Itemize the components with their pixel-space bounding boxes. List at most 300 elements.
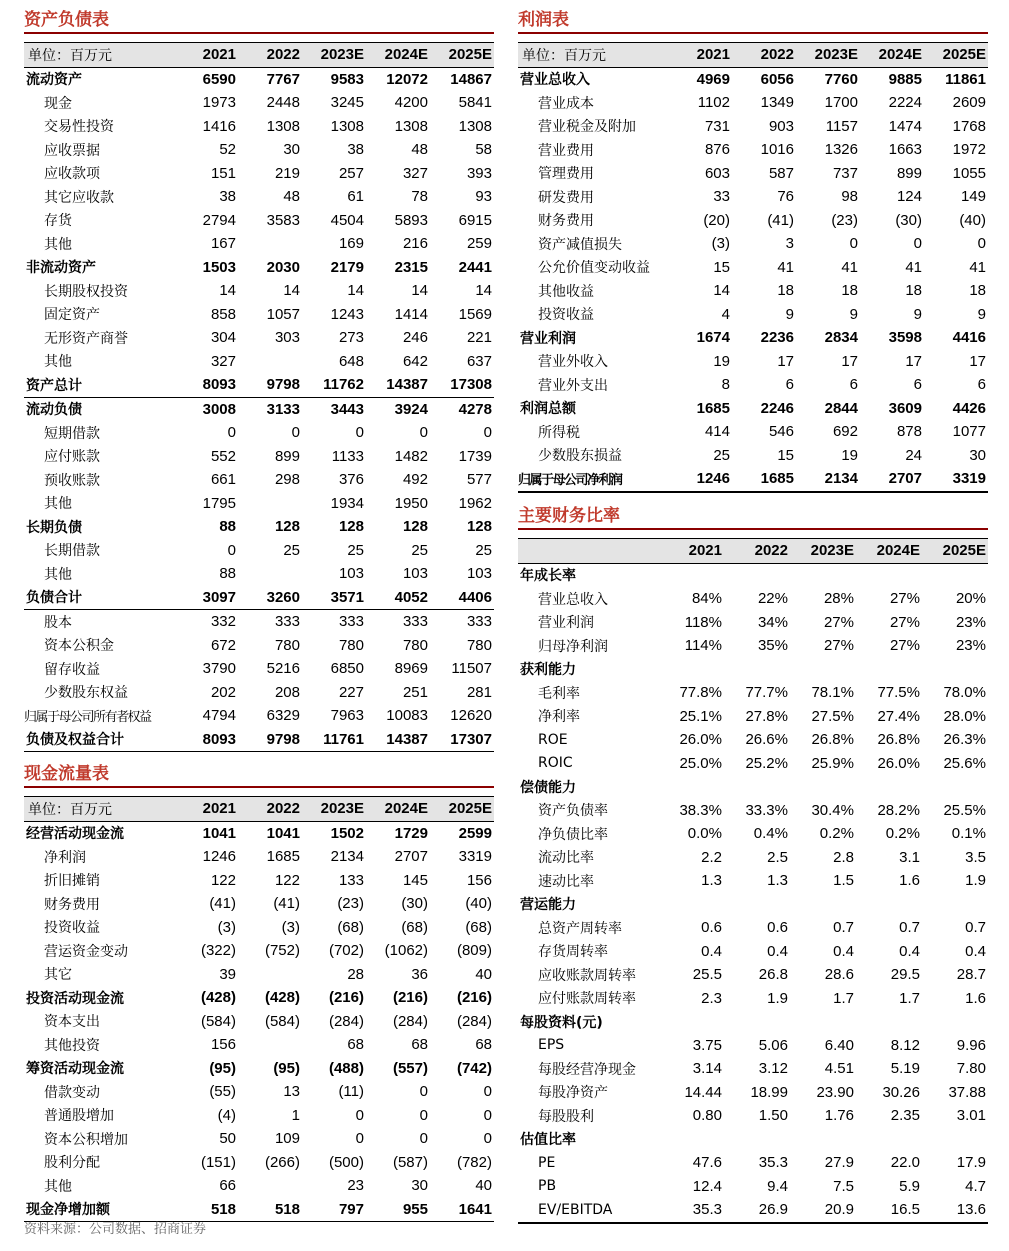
table-row (518, 185, 988, 209)
cell-value: 3.12 (758, 1060, 788, 1078)
cell-value: 3319 (458, 848, 492, 866)
cell-value: 149 (960, 188, 986, 206)
table-row (518, 728, 988, 752)
row-label: 财务费用 (44, 896, 100, 913)
cell-value: (488) (328, 1059, 364, 1077)
cell-value: 2599 (458, 824, 492, 842)
row-label: 营业利润 (538, 615, 594, 632)
header-year: 2021 (668, 43, 732, 68)
cell-value: 0 (355, 1130, 364, 1148)
cell-value: 0 (355, 424, 364, 442)
cell-value: 3097 (174, 586, 238, 610)
cell-value: 492 (402, 471, 428, 489)
cell-value: 3319 (924, 467, 988, 492)
table-row (24, 397, 494, 421)
cell-value: 1502 (330, 824, 364, 842)
table-row (24, 821, 494, 845)
cell-value: 216 (402, 235, 428, 253)
cell-value: (587) (392, 1153, 428, 1171)
cell-value (856, 775, 922, 799)
row-label: EPS (538, 1037, 565, 1054)
row-label: 利润总额 (520, 401, 576, 418)
cell-value: 20% (955, 590, 986, 608)
table-row (24, 138, 494, 162)
cell-value (922, 893, 988, 917)
cell-value (658, 893, 724, 917)
table-row (24, 634, 494, 658)
cell-value: 35.3 (758, 1154, 788, 1172)
cell-value: 333 (338, 613, 364, 631)
cell-value: 27.9 (824, 1154, 854, 1172)
row-label: 营业总收入 (520, 72, 590, 89)
cell-value: 27% (823, 613, 854, 631)
table-row (24, 232, 494, 256)
row-label: 财务费用 (538, 213, 594, 230)
cell-value: (68) (401, 918, 428, 936)
table-row (24, 610, 494, 634)
table-row (518, 963, 988, 987)
cell-value: 20.9 (790, 1198, 856, 1223)
cell-value: 1057 (266, 305, 300, 323)
table-row (24, 562, 494, 586)
cell-value: 103 (466, 565, 492, 583)
row-label: 归母净利润 (538, 638, 608, 655)
table-row (24, 704, 494, 728)
cell-value: 52 (219, 141, 236, 159)
cell-value: 26.9 (724, 1198, 790, 1223)
cell-value: 0 (977, 235, 986, 253)
table-row (518, 658, 988, 682)
row-label: 每股股利 (538, 1108, 594, 1125)
header-year: 2022 (238, 797, 302, 822)
cell-value: 3583 (266, 211, 300, 229)
cell-value: 9 (849, 305, 858, 323)
table-row (518, 705, 988, 729)
cell-value: 133 (338, 871, 364, 889)
cell-value (658, 775, 724, 799)
cell-value: 661 (210, 471, 236, 489)
cell-value: 1663 (888, 141, 922, 159)
cell-value: 0.6 (701, 919, 722, 937)
row-label: 负债及权益合计 (24, 728, 174, 752)
cell-value: 2834 (824, 329, 858, 347)
table-row (24, 892, 494, 916)
cell-value: 0 (483, 1083, 492, 1101)
cell-value: 0.4 (899, 942, 920, 960)
table-row (24, 279, 494, 303)
cell-value: 16.5 (856, 1198, 922, 1223)
cell-value: 899 (896, 164, 922, 182)
cell-value: (428) (200, 989, 236, 1007)
cell-value: 1950 (394, 494, 428, 512)
table-header-row (518, 43, 988, 68)
row-label: 留存收益 (44, 661, 100, 678)
cell-value: 28 (347, 965, 364, 983)
table-row (24, 986, 494, 1010)
table-row (24, 1033, 494, 1057)
table-row (24, 1127, 494, 1151)
cell-value (238, 1174, 302, 1198)
header-year: 2025E (924, 43, 988, 68)
cell-value: (41) (273, 895, 300, 913)
table-row (24, 681, 494, 705)
row-label: 研发费用 (538, 189, 594, 206)
table-row (24, 515, 494, 539)
table-row (518, 1081, 988, 1105)
cell-value: 145 (402, 871, 428, 889)
cell-value (724, 893, 790, 917)
cell-value: 27.8% (745, 707, 788, 725)
cell-value: 38.3% (679, 801, 722, 819)
row-label: 投资收益 (44, 920, 100, 937)
cell-value: 23.90 (816, 1083, 854, 1101)
row-label: 预收账款 (44, 472, 100, 489)
cell-value (856, 658, 922, 682)
cell-value (238, 963, 302, 987)
cell-value: (1062) (384, 942, 428, 960)
cell-value: 28% (823, 590, 854, 608)
row-label: 其它 (44, 967, 72, 984)
cell-value: 1308 (330, 117, 364, 135)
row-label: 资产减值损失 (538, 236, 622, 253)
cell-value: 29.5 (890, 966, 920, 984)
cell-value: 577 (466, 471, 492, 489)
cell-value: 128 (466, 518, 492, 536)
row-label: EV/EBITDA (518, 1198, 658, 1223)
cell-value: 202 (210, 683, 236, 701)
header-year: 2024E (856, 539, 922, 564)
cell-value: 7767 (266, 70, 300, 88)
cell-value: 41 (841, 258, 858, 276)
cell-value: 0.4 (965, 942, 986, 960)
cell-value: 0 (227, 541, 236, 559)
header-year: 2024E (860, 43, 924, 68)
table-row (518, 209, 988, 233)
cell-value: 1674 (696, 329, 730, 347)
row-label: 应付账款周转率 (538, 991, 636, 1008)
cell-value: (584) (200, 1012, 236, 1030)
cell-value: 23% (955, 637, 986, 655)
cell-value: 603 (704, 164, 730, 182)
cell-value: 103 (402, 565, 428, 583)
cell-value: 14 (219, 282, 236, 300)
cell-value: 27% (823, 637, 854, 655)
cell-value (724, 658, 790, 682)
cell-value: 1326 (824, 141, 858, 159)
cell-value: 546 (768, 423, 794, 441)
row-label: 资本公积增加 (44, 1131, 128, 1148)
cell-value: 1.3 (767, 872, 788, 890)
cell-value: 0.6 (767, 919, 788, 937)
table-row (518, 893, 988, 917)
cell-value: 6 (849, 376, 858, 394)
row-label: 归属于母公司所有者权益 (24, 710, 151, 726)
row-label: 应付账款 (44, 449, 100, 466)
cell-value: 109 (274, 1130, 300, 1148)
table-header-row (24, 43, 494, 68)
cell-value: 2179 (330, 258, 364, 276)
cell-value: 128 (274, 518, 300, 536)
cell-value: 8093 (174, 373, 238, 397)
ratios-section (518, 504, 988, 1224)
cell-value: 2609 (952, 94, 986, 112)
table-header-row (518, 539, 988, 564)
cell-value: 25 (713, 446, 730, 464)
row-label: 长期负债 (26, 519, 82, 536)
cell-value: (216) (328, 989, 364, 1007)
cell-value: 731 (704, 117, 730, 135)
cell-value: 77.5% (877, 684, 920, 702)
row-label: 长期借款 (44, 543, 100, 560)
cell-value: 1.6 (899, 872, 920, 890)
cell-value: 0 (419, 1130, 428, 1148)
cell-value: 273 (338, 329, 364, 347)
cell-value: 1.7 (899, 989, 920, 1007)
cell-value: 1.50 (758, 1107, 788, 1125)
cell-value (790, 658, 856, 682)
cell-value: 1414 (394, 305, 428, 323)
header-unit-label (518, 539, 658, 564)
cell-value: (284) (392, 1012, 428, 1030)
table-row (24, 963, 494, 987)
row-label: 其他收益 (538, 283, 594, 300)
row-label: 净利率 (538, 709, 580, 726)
cell-value: 13.6 (922, 1198, 988, 1223)
table-row (24, 1104, 494, 1128)
table-row (24, 728, 494, 752)
cell-value: 156 (466, 871, 492, 889)
cell-value: 38 (219, 188, 236, 206)
cell-value: 6 (977, 376, 986, 394)
cell-value: 14.44 (684, 1083, 722, 1101)
cell-value: 25 (411, 541, 428, 559)
cell-value: 2134 (796, 467, 860, 492)
cell-value: 9583 (330, 70, 364, 88)
cell-value: 692 (832, 423, 858, 441)
cell-value: (41) (767, 211, 794, 229)
cell-value: 17.9 (956, 1154, 986, 1172)
cell-value: 11762 (302, 373, 366, 397)
table-row (24, 209, 494, 233)
cell-value: 1102 (697, 94, 730, 112)
cell-value (922, 563, 988, 587)
cell-value: 955 (366, 1198, 430, 1222)
cell-value: 47.6 (692, 1154, 722, 1172)
cell-value: 41 (969, 258, 986, 276)
cell-value: 15 (777, 446, 794, 464)
cell-value: 2794 (202, 211, 236, 229)
cell-value (658, 563, 724, 587)
cell-value (724, 563, 790, 587)
table-row (518, 611, 988, 635)
cell-value: (782) (456, 1153, 492, 1171)
cell-value: 25 (475, 541, 492, 559)
cell-value: 15 (713, 258, 730, 276)
cell-value: 1246 (202, 848, 236, 866)
table-row (518, 775, 988, 799)
table-row (518, 1010, 988, 1034)
cell-value: (95) (209, 1059, 236, 1077)
cell-value: 552 (210, 447, 236, 465)
row-label: 存货周转率 (538, 944, 608, 961)
table-row (518, 397, 988, 421)
row-label: 短期借款 (44, 425, 100, 442)
cell-value: 14 (713, 282, 730, 300)
cell-value: 78 (411, 188, 428, 206)
row-label: 净利润 (44, 849, 86, 866)
cell-value: 28.7 (956, 966, 986, 984)
cell-value: 14387 (366, 373, 430, 397)
cell-value (922, 658, 988, 682)
cell-value: 0.4 (701, 942, 722, 960)
cell-value: 9 (913, 305, 922, 323)
cell-value: 1569 (458, 305, 492, 323)
row-label: 交易性投资 (44, 119, 114, 136)
cell-value: 25.9% (811, 754, 854, 772)
row-label: 资产负债率 (538, 803, 608, 820)
cell-value: 333 (274, 613, 300, 631)
cell-value: 3260 (238, 586, 302, 610)
cell-value: 2030 (266, 258, 300, 276)
cell-value (790, 1128, 856, 1152)
row-label: 流动比率 (538, 850, 594, 867)
cell-value: 103 (338, 565, 364, 583)
cell-value: 1308 (266, 117, 300, 135)
cell-value: 6 (785, 376, 794, 394)
cell-value: 0.2% (885, 825, 920, 843)
cell-value: 3924 (394, 400, 428, 418)
cell-value: 128 (402, 518, 428, 536)
row-label: 现金 (44, 95, 72, 112)
table-row (518, 916, 988, 940)
cell-value: 637 (466, 352, 492, 370)
table-row (518, 563, 988, 587)
row-label: 借款变动 (44, 1084, 100, 1101)
table-row (24, 916, 494, 940)
cell-value: (151) (200, 1153, 236, 1171)
cell-value: (809) (456, 942, 492, 960)
row-label: 少数股东权益 (44, 685, 128, 702)
row-label: 公允价值变动收益 (538, 260, 650, 277)
header-year: 2021 (658, 539, 724, 564)
table-row (518, 987, 988, 1011)
cell-value: (584) (264, 1012, 300, 1030)
cell-value: 88 (219, 518, 236, 536)
cell-value: 3245 (330, 94, 364, 112)
cell-value: 77.7% (745, 684, 788, 702)
cell-value: 780 (466, 636, 492, 654)
cell-value: 25.1% (679, 707, 722, 725)
cell-value: (23) (337, 895, 364, 913)
cell-value: 9885 (888, 70, 922, 88)
cell-value: 38 (347, 141, 364, 159)
cell-value: 25 (283, 541, 300, 559)
cell-value: 30 (411, 1177, 428, 1195)
header-year: 2024E (366, 43, 430, 68)
cell-value: 5.9 (899, 1177, 920, 1195)
cell-value: 41 (905, 258, 922, 276)
row-label: 应收账款周转率 (538, 967, 636, 984)
cell-value: 4.7 (965, 1177, 986, 1195)
table-row (518, 799, 988, 823)
cell-value: 17 (969, 352, 986, 370)
cell-value: 332 (210, 613, 236, 631)
table-row (518, 846, 988, 870)
cell-value: 1474 (888, 117, 922, 135)
cell-value: 903 (768, 117, 794, 135)
row-label: 其它应收款 (44, 189, 114, 206)
cell-value (238, 1033, 302, 1057)
table-row (518, 1198, 988, 1223)
cell-value: 4794 (202, 707, 236, 725)
cell-value: 257 (338, 164, 364, 182)
row-label: 投资活动现金流 (26, 990, 124, 1007)
row-label: 资产总计 (24, 373, 174, 397)
header-year: 2021 (174, 797, 238, 822)
cell-value: 68 (347, 1036, 364, 1054)
cell-value: 169 (338, 235, 364, 253)
cell-value: 333 (402, 613, 428, 631)
table-row (518, 373, 988, 397)
cell-value: 414 (704, 423, 730, 441)
cell-value: 27% (889, 613, 920, 631)
table-header-row (24, 797, 494, 822)
cell-value: 1739 (458, 447, 492, 465)
cell-value: 26.6% (745, 731, 788, 749)
cell-value: 18 (905, 282, 922, 300)
cell-value: 1133 (331, 447, 364, 465)
cell-value: 1.5 (833, 872, 854, 890)
cell-value: 0 (483, 1130, 492, 1148)
row-label: 经营活动现金流 (26, 826, 124, 843)
row-label: 其他 (44, 236, 72, 253)
cell-value: (500) (328, 1153, 364, 1171)
cell-value: 0 (913, 235, 922, 253)
cell-value: 39 (219, 965, 236, 983)
cell-value: 0.7 (965, 919, 986, 937)
cell-value: 1.9 (965, 872, 986, 890)
table-row (24, 162, 494, 186)
cell-value: 30.4% (811, 801, 854, 819)
cell-value: 2441 (458, 258, 492, 276)
cell-value: 78.1% (811, 684, 854, 702)
cell-value: 1055 (952, 164, 986, 182)
header-unit-label: 单位：百万元 (24, 797, 174, 822)
cell-value: 48 (283, 188, 300, 206)
cell-value (790, 563, 856, 587)
cell-value: 5.06 (758, 1036, 788, 1054)
cell-value: 3008 (202, 400, 236, 418)
cell-value: 14387 (366, 728, 430, 752)
cell-value: 1934 (330, 494, 364, 512)
cell-value: 0.4% (753, 825, 788, 843)
cell-value: 12.4 (692, 1177, 722, 1195)
cell-value: 0.4 (833, 942, 854, 960)
cell-value: 1308 (394, 117, 428, 135)
cell-value: 5893 (394, 211, 428, 229)
row-label: 资本支出 (44, 1014, 100, 1031)
cell-value: 14 (411, 282, 428, 300)
cell-value: 4969 (696, 70, 730, 88)
cell-value: 151 (210, 164, 236, 182)
cell-value: 1685 (696, 399, 730, 417)
table-row (24, 303, 494, 327)
cell-value: 1795 (202, 494, 236, 512)
cell-value: 77.8% (679, 684, 722, 702)
source-note: 资料来源：公司数据、招商证券 (24, 1222, 207, 1237)
cell-value: 2707 (394, 848, 428, 866)
cell-value: 1.3 (701, 872, 722, 890)
